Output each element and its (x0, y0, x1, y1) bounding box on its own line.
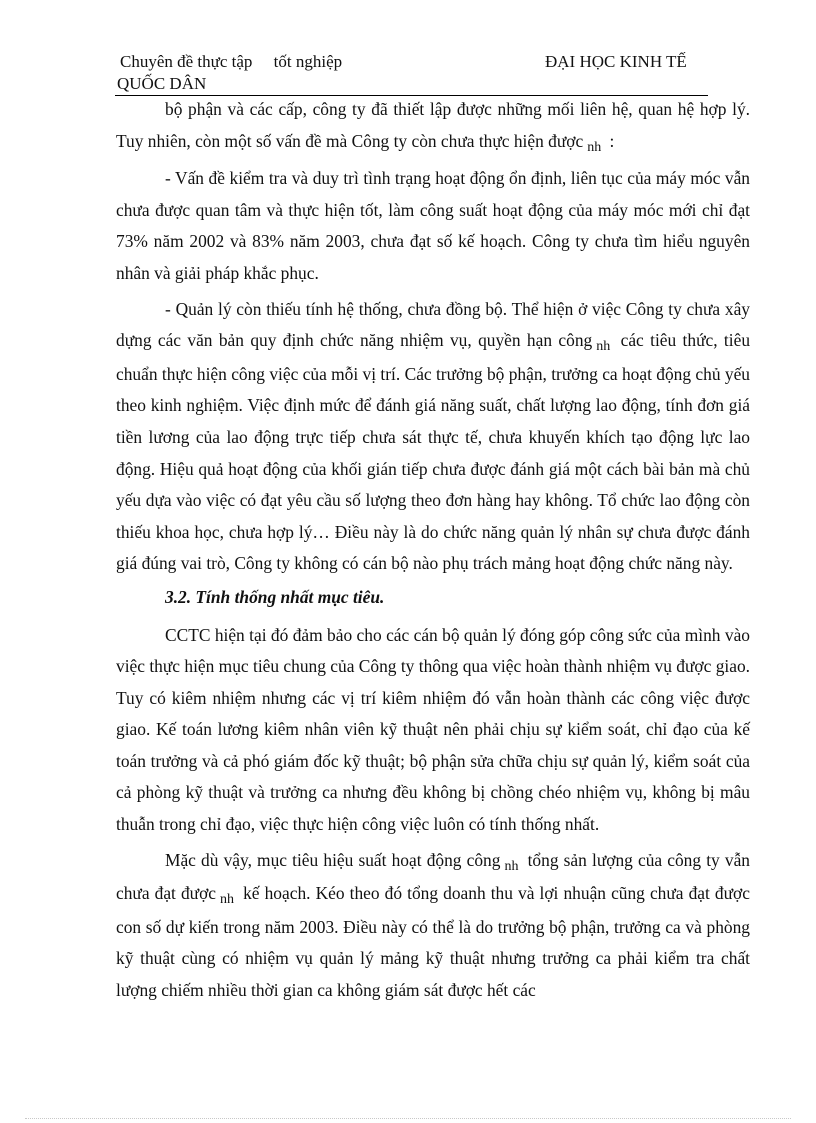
header-thesis-title: Chuyên đề thực tập tốt nghiệp (120, 52, 343, 71)
section-heading: 3.2. Tính thống nhất mục tiêu. (165, 586, 385, 607)
inline-fragment: nh (596, 339, 611, 355)
document-body (116, 94, 750, 1007)
paragraph-1 (116, 94, 750, 159)
paragraph-text: kế hoạch. Kéo theo đó tổng doanh thu và lợi nhuận cũng chưa đạt được con số dự kiến trong năm 2003. Điều này có thể là do trưởng bộ phận, trưởng ca và phòng kỹ thuật cùng có nhiệm vụ quản lý mảng kỹ thuật nhưng trưởng ca phải kiểm tra chất lượng chiếm nhiều thời gian ca không giám sát được hết các (116, 883, 750, 1001)
paragraph-2: - Vấn đề kiểm tra và duy trì tình trạng hoạt động ổn định, liên tục của máy móc vẫn chưa được quan tâm và thực hiện tốt, làm công suất hoạt động của máy móc mới chỉ đạt 73% năm 2002 và 83% năm 2003, chưa đạt số kế hoạch. Công ty chưa tìm hiểu nguyên nhân và giải pháp khắc phục. (116, 168, 750, 283)
paragraph-5 (116, 845, 750, 1007)
inline-fragment: nh (504, 858, 519, 874)
header-university-line2: QUỐC DÂN (117, 74, 207, 93)
paragraph-text: tổng sản lượng của công ty vẫn chưa đạt được (116, 849, 750, 904)
paragraph-text: Mặc dù vậy, mục tiêu hiệu suất hoạt động công (165, 849, 501, 870)
inline-fragment: nh (220, 892, 235, 908)
header-university-line1: ĐẠI HỌC KINH TẾ (545, 52, 687, 71)
page-bottom-border (25, 1118, 791, 1119)
paragraph-4: CCTC hiện tại đó đảm bảo cho các cán bộ quản lý đóng góp công sức của mình vào việc thực hiện mục tiêu chung của Công ty thông qua việc hoàn thành nhiệm vụ được giao. Tuy có kiêm nhiệm nhưng các vị trí kiêm nhiệm đó vẫn hoàn thành các công việc được giao. Kế toán lương kiêm nhân viên kỹ thuật nên phải chịu sự kiểm soát, chỉ đạo của kế toán trưởng và cả phó giám đốc kỹ thuật; bộ phận sửa chữa chịu sự quản lý, kiểm soát của cả phòng kỹ thuật và trưởng ca nhưng đều không bị chồng chéo nhiệm vụ, không bị mâu thuẫn trong chỉ đạo, việc thực hiện công việc luôn có tính thống nhất. (116, 624, 750, 835)
inline-fragment: nh (587, 139, 602, 155)
paragraph-3 (116, 294, 750, 580)
paragraph-text: - Quản lý còn thiếu tính hệ thống, chưa đồng bộ. Thể hiện ở việc Công ty chưa xây dựng các văn bản quy định chức năng nhiệm vụ, quyền hạn công (116, 298, 750, 351)
paragraph-text: bộ phận và các cấp, công ty đã thiết lập được những mối liên hệ, quan hệ hợp lý. Tuy nhiên, còn một số vấn đề mà Công ty còn chưa thực hiện được (116, 99, 750, 151)
paragraph-text: : (609, 130, 615, 151)
paragraph-text: các tiêu thức, tiêu chuẩn thực hiện công việc của mỗi vị trí. Các trưởng bộ phận, trưởng ca hoạt động chủ yếu theo kinh nghiệm. Việc định mức để đánh giá năng suất, chất lượng lao động, tính đơn giá tiền lương của lao động trực tiếp chưa sát thực tế, chưa khuyến khích tạo động lực lao động. Hiệu quả hoạt động của khối gián tiếp chưa được đánh giá một cách bài bản mà chủ yếu dựa vào việc có đạt yêu cầu số lượng theo đơn hàng hay không. Tổ chức lao động còn thiếu khoa học, chưa hợp lý… Điều này là do chức năng quản lý nhân sự chưa được đánh giá đúng vai trò, Công ty không có cán bộ nào phụ trách mảng hoạt động chức năng này. (116, 330, 751, 574)
